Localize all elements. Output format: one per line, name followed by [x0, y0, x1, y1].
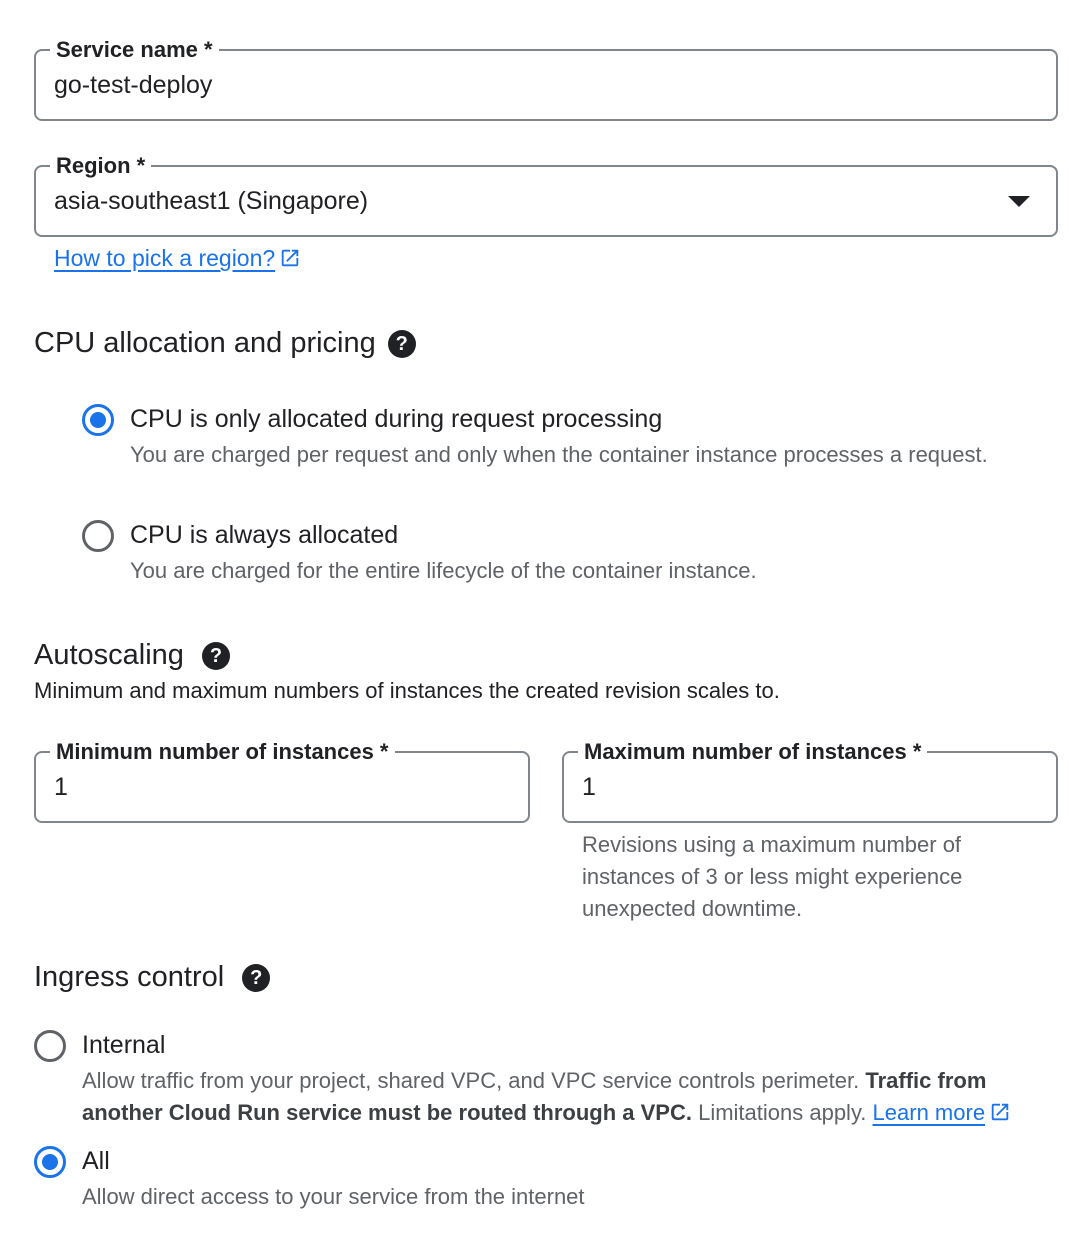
max-instances-input[interactable]: 1 [582, 773, 596, 801]
help-icon[interactable]: ? [388, 330, 416, 358]
ingress-title-text: Ingress control [34, 961, 225, 993]
ingress-all-label[interactable]: All [82, 1147, 110, 1175]
ingress-internal-desc-end: Limitations apply. [698, 1100, 867, 1125]
cpu-always-radio[interactable] [82, 520, 114, 552]
cpu-request-label[interactable]: CPU is only allocated during request processing [130, 405, 663, 433]
region-label: Region * [50, 153, 151, 179]
service-name-field[interactable] [34, 37, 1058, 121]
cpu-section-title [34, 325, 416, 361]
service-name-input[interactable]: go-test-deploy [54, 71, 213, 99]
service-name-label: Service name * [50, 37, 219, 63]
ingress-internal-label[interactable]: Internal [82, 1031, 166, 1059]
help-icon[interactable]: ? [242, 964, 270, 992]
ingress-internal-radio[interactable] [34, 1030, 66, 1062]
autoscaling-section-title [34, 637, 230, 673]
region-help-link-row [54, 242, 301, 278]
cpu-request-radio[interactable] [82, 404, 114, 436]
region-value: asia-southeast1 (Singapore) [54, 187, 369, 215]
learn-more-link[interactable]: Learn more [872, 1100, 986, 1125]
cpu-always-description: You are charged for the entire lifecycle of the container instance. [130, 558, 757, 583]
max-instances-label: Maximum number of instances * [578, 739, 927, 765]
autoscaling-description: Minimum and maximum numbers of instances the created revision scales to. [34, 678, 780, 703]
autoscaling-title-text: Autoscaling [34, 639, 184, 671]
ingress-all-description: Allow direct access to your service from the internet [82, 1184, 585, 1209]
ingress-section-title [34, 959, 270, 995]
ingress-all-radio[interactable] [34, 1146, 66, 1178]
dropdown-arrow-icon[interactable] [1008, 196, 1030, 207]
max-instances-field[interactable] [562, 739, 1058, 823]
region-help-link[interactable]: How to pick a region? [54, 245, 276, 271]
min-instances-label: Minimum number of instances * [50, 739, 395, 765]
min-instances-field[interactable] [34, 739, 530, 823]
help-icon[interactable]: ? [202, 642, 230, 670]
cpu-title-text: CPU allocation and pricing [34, 327, 376, 359]
open-in-new-icon[interactable] [279, 247, 301, 269]
ingress-internal-description [82, 1065, 1062, 1129]
max-instances-hint: Revisions using a maximum number of instances of 3 or less might experience unexpected downtime. [582, 832, 963, 921]
min-instances-input[interactable]: 1 [54, 773, 68, 801]
ingress-internal-desc-start: Allow traffic from your project, shared VPC, and VPC service controls perimeter. [82, 1068, 860, 1093]
open-in-new-icon[interactable] [989, 1101, 1011, 1123]
region-select[interactable] [34, 153, 1058, 237]
cpu-request-description: You are charged per request and only when the container instance processes a request. [130, 442, 988, 467]
cpu-always-label[interactable]: CPU is always allocated [130, 521, 399, 549]
ingress-internal-desc-bold: Traffic from another Cloud Run service must be routed through a VPC. [82, 1068, 987, 1125]
